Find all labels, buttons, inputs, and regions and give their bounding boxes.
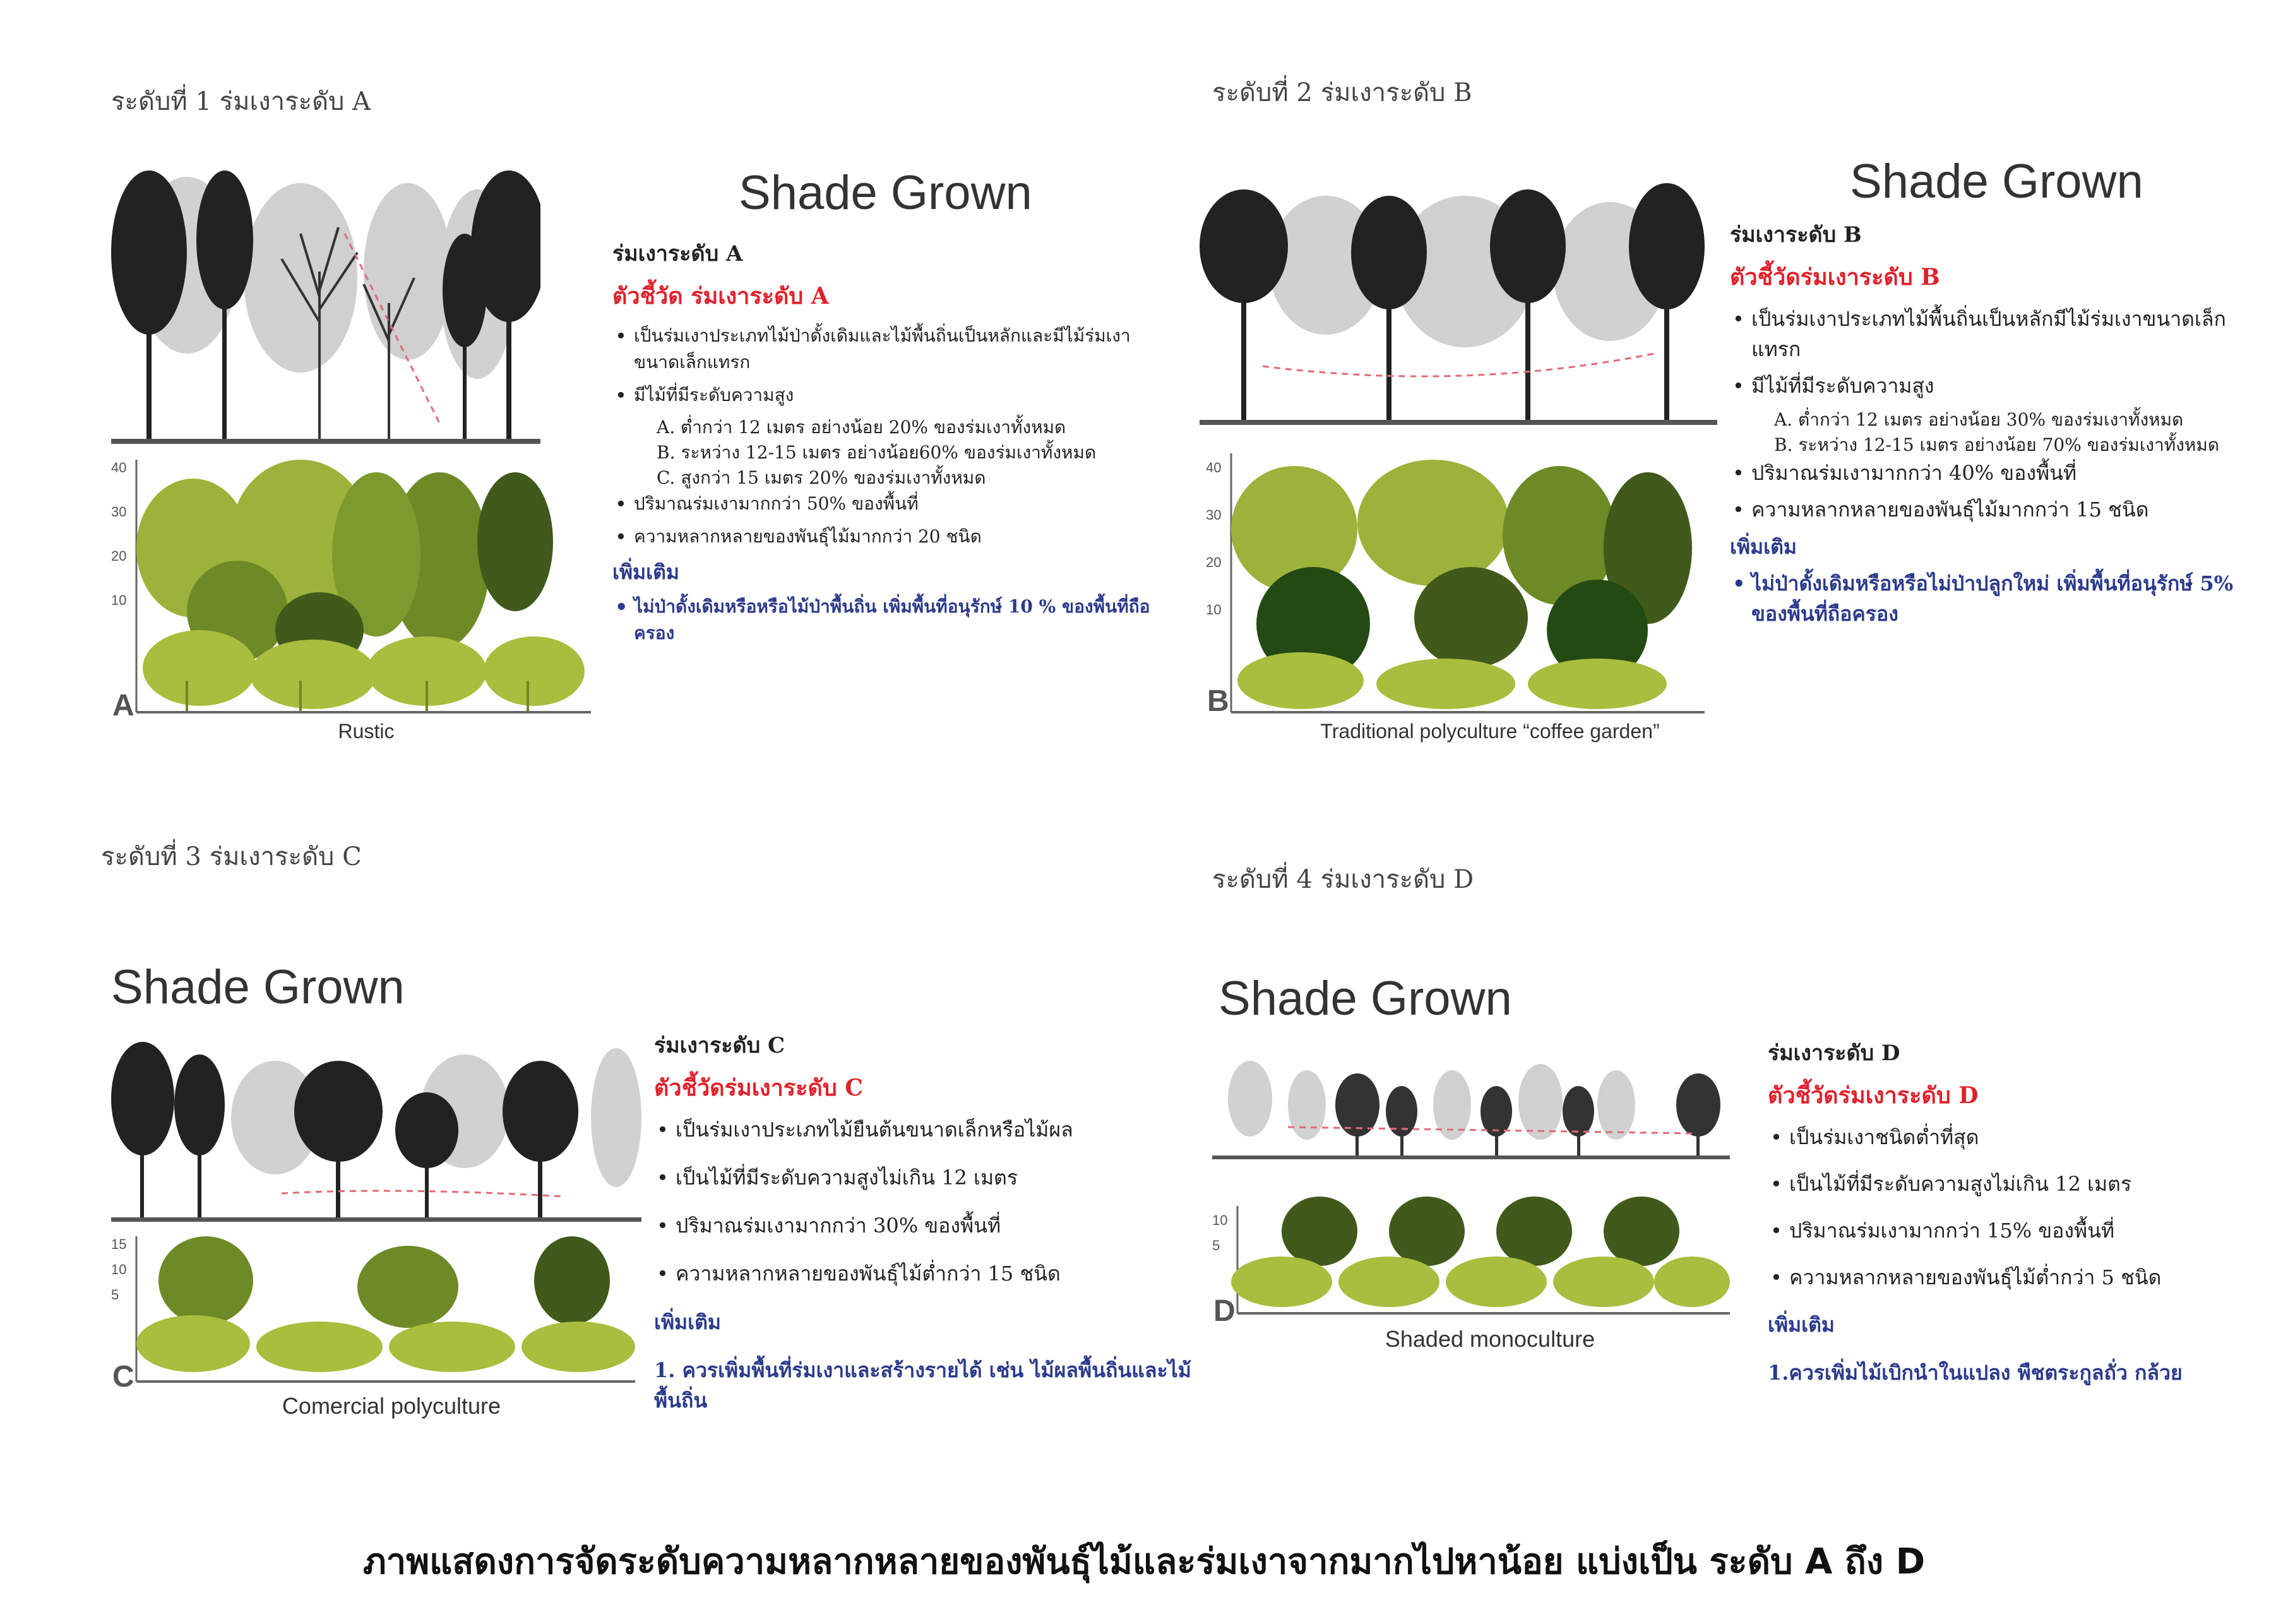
bullet-c-2: • เป็นไม้ที่มีระดับความสูงไม่เกิน 12 เมตร: [654, 1162, 1210, 1193]
y-tick-b-20: 20: [1206, 554, 1222, 570]
info-block-b: [1730, 217, 2273, 635]
y-tick-b-40: 40: [1206, 460, 1222, 475]
canopy-diagram-d: [1212, 1187, 1736, 1326]
additional-d: 1.ควรเพิ่มไม้เบิกนำในแปลง พืชตระกูลถั่ว กล้วย: [1768, 1361, 2183, 1385]
bullet-d-2: • เป็นไม้ที่มีระดับความสูงไม่เกิน 12 เมตร: [1768, 1169, 2273, 1199]
y-tick-a-20: 20: [111, 548, 127, 564]
forest-silhouette-c: [111, 1042, 641, 1225]
level-title-b: ระดับที่ 2 ร่มเงาระดับ B: [1212, 78, 1472, 107]
more-label-b: เพิ่มเติม: [1730, 535, 1797, 559]
y-tick-b-30: 30: [1206, 507, 1222, 523]
heading-d: ร่มเงาระดับ D: [1768, 1041, 1900, 1066]
bullet-b-3: • ปริมาณร่มเงามากกว่า 40% ของพื้นที่: [1730, 458, 2273, 488]
level-title-c: ระดับที่ 3 ร่มเงาระดับ C: [101, 842, 362, 871]
sub-item-b-1: A. ต่ำกว่า 12 เมตร อย่างน้อย 30% ของร่มเงาทั้งหมด: [1774, 409, 2184, 430]
bullet-b-2: • มีไม้ที่มีระดับความสูง: [1730, 371, 2273, 401]
bullet-c-4: • ความหลากหลายของพันธุ์ไม้ต่ำกว่า 15 ชนิด: [654, 1258, 1210, 1289]
heading-a: ร่มเงาระดับ A: [612, 241, 743, 266]
y-tick-a-40: 40: [111, 460, 127, 475]
level-letter-c: C: [112, 1360, 134, 1394]
shade-title-a: Shade Grown: [739, 166, 1032, 220]
bullet-a-2: • มีไม้ที่มีระดับความสูง: [612, 382, 1155, 409]
figure-caption: ภาพแสดงการจัดระดับความหลากหลายของพันธุ์ไม้และร่มเงาจากมากไปหาน้อย แบ่งเป็น ระดับ A ถึง D: [362, 1541, 1926, 1582]
y-tick-c-5: 5: [111, 1287, 119, 1303]
bullet-b-1: • เป็นร่มเงาประเภทไม้พื้นถิ่นเป็นหลักมีไม้ร่มเงาขนาดเล็กแทรก: [1730, 304, 2273, 364]
bullet-c-1: • เป็นร่มเงาประเภทไม้ยืนต้นขนาดเล็กหรือไม้ผล: [654, 1114, 1210, 1145]
y-tick-b-10: 10: [1206, 602, 1222, 618]
forest-silhouette-b: [1200, 177, 1717, 429]
sub-item-a-3: C. สูงกว่า 15 เมตร 20% ของร่มเงาทั้งหมด: [657, 467, 986, 488]
additional-b: • ไม่ป่าดั้งเดิมหรือหรือไม่ป่าปลูกใหม่ เพิ่มพื้นที่อนุรักษ์ 5% ของพื้นที่ถือครอง: [1730, 568, 2273, 629]
shade-title-b: Shade Grown: [1850, 155, 2143, 208]
level-letter-b: B: [1207, 684, 1229, 718]
more-label-d: เพิ่มเติม: [1768, 1313, 1835, 1337]
heading-b: ร่มเงาระดับ B: [1730, 222, 1862, 248]
y-tick-d-10: 10: [1212, 1212, 1228, 1228]
canopy-diagram-b: [1206, 447, 1724, 719]
bullet-d-1: • เป็นร่มเงาชนิดต่ำที่สุด: [1768, 1122, 2273, 1152]
diagram-caption-a: Rustic: [338, 720, 395, 743]
bullet-a-3: • ปริมาณร่มเงามากกว่า 50% ของพื้นที่: [612, 491, 1155, 517]
forest-silhouette-a: [111, 158, 540, 448]
canopy-diagram-c: [111, 1230, 641, 1394]
more-label-c: เพิ่มเติม: [654, 1310, 721, 1334]
sub-item-a-2: B. ระหว่าง 12-15 เมตร อย่างน้อย60% ของร่มเงาทั้งหมด: [657, 442, 1097, 463]
bullet-d-4: • ความหลากหลายของพันธุ์ไม้ต่ำกว่า 5 ชนิด: [1768, 1262, 2273, 1293]
level-title-a: ระดับที่ 1 ร่มเงาระดับ A: [111, 87, 371, 116]
heading-c: ร่มเงาระดับ C: [654, 1033, 785, 1058]
bullet-a-1: • เป็นร่มเงาประเภทไม้ป่าดั้งเดิมและไม้พื้นถิ่นเป็นหลักและมีไม้ร่มเงาขนาดเล็กแทรก: [612, 323, 1155, 376]
diagram-caption-b: Traditional polyculture “coffee garden”: [1320, 720, 1660, 743]
info-block-a: [612, 236, 1155, 653]
level-title-d: ระดับที่ 4 ร่มเงาระดับ D: [1212, 865, 1474, 894]
forest-silhouette-d: [1212, 1054, 1730, 1162]
y-tick-c-10: 10: [111, 1262, 127, 1277]
level-letter-a: A: [112, 689, 134, 722]
bullet-a-4: • ความหลากหลายของพันธุ์ไม้มากกว่า 20 ชนิด: [612, 523, 1155, 550]
additional-a: • ไม่ป่าดั้งเดิมหรือหรือไม้ป่าพื้นถิ่น เพิ่มพื้นที่อนุรักษ์ 10 % ของพื้นที่ถือครอง: [612, 594, 1155, 647]
y-tick-a-10: 10: [111, 592, 127, 608]
bullet-b-4: • ความหลากหลายของพันธุ์ไม้มากกว่า 15 ชนิด: [1730, 494, 2273, 525]
indicator-a: ตัวชี้วัด ร่มเงาระดับ A: [612, 283, 829, 309]
bullet-d-3: • ปริมาณร่มเงามากกว่า 15% ของพื้นที่: [1768, 1215, 2273, 1246]
y-tick-a-30: 30: [111, 504, 127, 520]
indicator-d: ตัวชี้วัดร่มเงาระดับ D: [1768, 1082, 1979, 1109]
bullet-c-3: • ปริมาณร่มเงามากกว่า 30% ของพื้นที่: [654, 1210, 1210, 1241]
diagram-caption-d: Shaded monoculture: [1385, 1326, 1595, 1352]
sub-item-a-1: A. ต่ำกว่า 12 เมตร อย่างน้อย 20% ของร่มเงาทั้งหมด: [657, 417, 1066, 438]
canopy-diagram-a: [111, 453, 604, 725]
y-tick-d-5: 5: [1212, 1238, 1220, 1253]
info-block-c: [654, 1028, 1210, 1416]
indicator-c: ตัวชี้วัดร่มเงาระดับ C: [654, 1075, 863, 1101]
sub-item-b-2: B. ระหว่าง 12-15 เมตร อย่างน้อย 70% ของร่มเงาทั้งหมด: [1774, 434, 2220, 455]
info-block-d: [1768, 1036, 2273, 1388]
indicator-b: ตัวชี้วัดร่มเงาระดับ B: [1730, 264, 1940, 290]
shade-title-d: Shade Grown: [1218, 972, 1512, 1025]
additional-c: 1. ควรเพิ่มพื้นที่ร่มเงาและสร้างรายได้ เช่น ไม้ผลพื้นถิ่นและไม้พื้นถิ่น: [654, 1358, 1191, 1412]
y-tick-c-15: 15: [111, 1236, 127, 1252]
level-letter-d: D: [1213, 1294, 1236, 1326]
shade-title-c: Shade Grown: [111, 960, 405, 1014]
more-label-a: เพิ่มเติม: [612, 560, 679, 584]
diagram-caption-c: Comercial polyculture: [282, 1393, 501, 1419]
